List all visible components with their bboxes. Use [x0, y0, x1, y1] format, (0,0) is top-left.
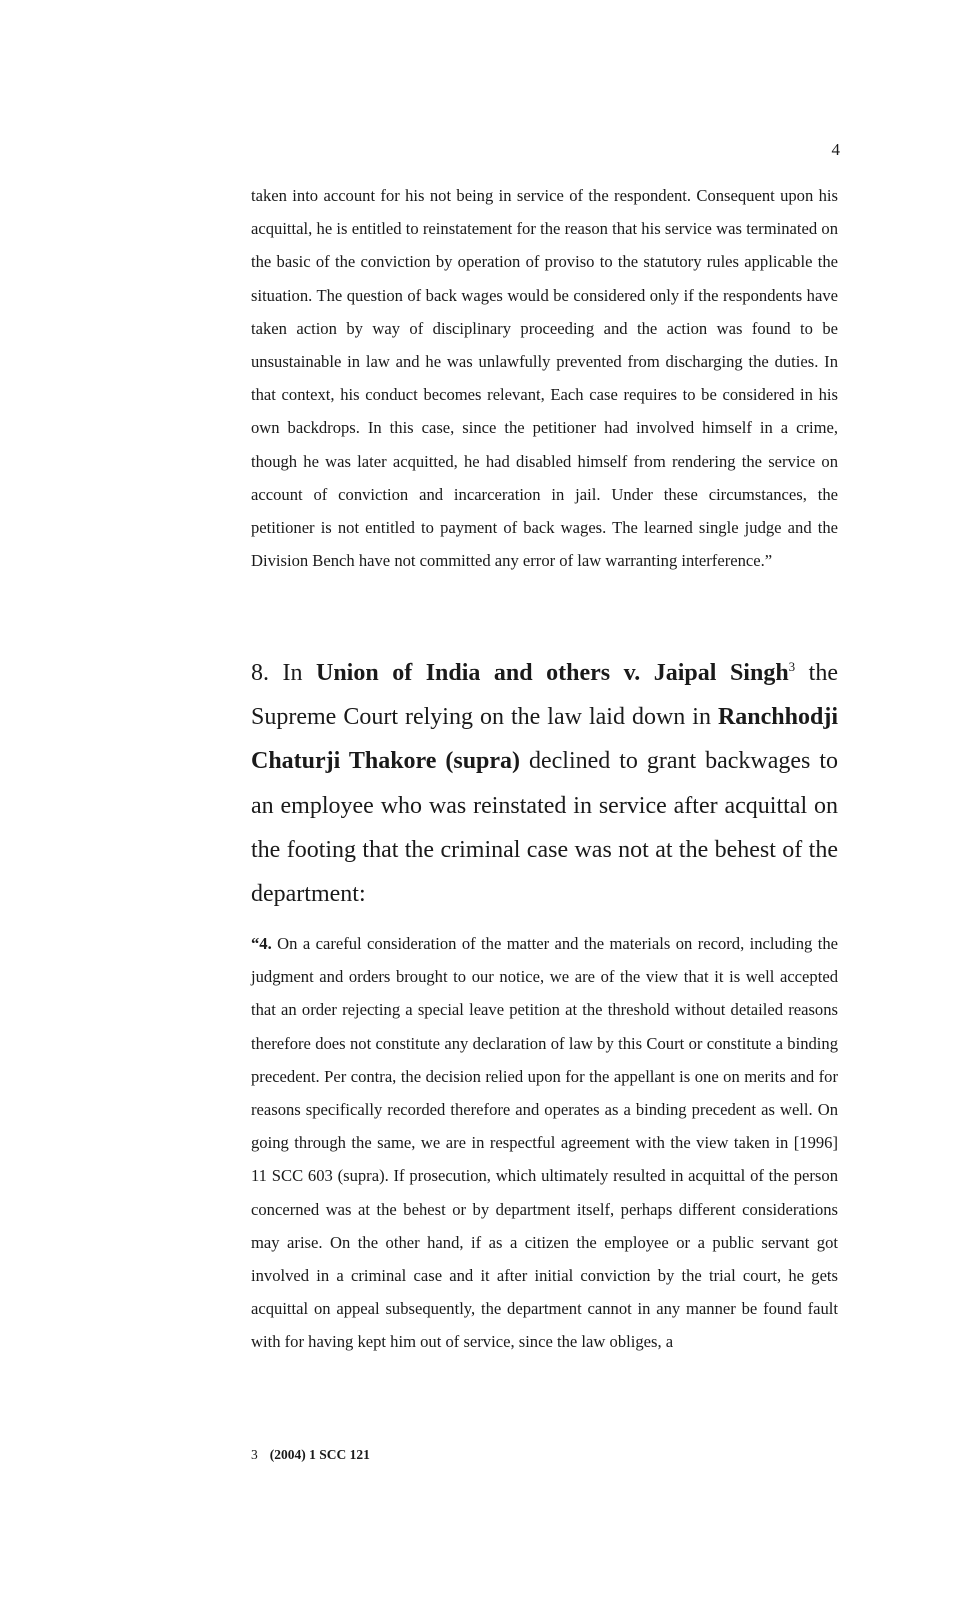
case-name-ranchhodji: Ranchhodji Chaturji Thakore (supra)	[251, 704, 838, 775]
page-number: 4	[831, 140, 840, 159]
para8-prefix: 8. In	[251, 660, 316, 686]
quote-para-number: “4.	[251, 934, 272, 953]
para8-middle: the Supreme Court relying on the law laid down in	[251, 660, 838, 731]
footnote-citation: (2004) 1 SCC 121	[269, 1447, 370, 1462]
para8-suffix: declined to grant backwages to an employee who was reinstated in service after acquittal on the footing that the criminal case was not at the behest of the department:	[251, 748, 838, 908]
quote-para-text: On a careful consideration of the matter and the materials on record, including the judgment and orders brought to our notice, we are of the view that it is well accepted that an order rejecting a special leave petition at the threshold without detailed reasons therefore does not constitute any declaration of law by this Court or constitute a binding precedent. Per contra, the decision relied upon for the appellant is one on merits and for reasons specifically recorded therefore and operates as a binding precedent as well. On going through the same, we are in respectful agreement with the view taken in [1996] 11 SCC 603 (supra). If prosecution, which ultimately resulted in acquittal of the person concerned was at the behest or by department itself, perhaps different considerations may arise. On the other hand, if as a citizen the employee or a public servant got involved in a criminal case and it after initial conviction by the trial court, he gets acquittal on appeal subsequently, the department cannot in any manner be found fault with for having kept him out of service, since the law obliges, a	[251, 934, 838, 1352]
paragraph-8	[251, 651, 838, 916]
quoted-passage-para-4	[251, 927, 838, 1359]
footnote	[251, 1447, 370, 1463]
footnote-number: 3	[251, 1447, 258, 1462]
footnote-reference: 3	[788, 659, 796, 674]
quoted-passage-continued: taken into account for his not being in service of the respondent. Consequent upon his acquittal, he is entitled to reinstatement for the reason that his service was terminated on the basic of the conviction by operation of proviso to the statutory rules applicable the situation. The question of back wages would be considered only if the respondents have taken action by way of disciplinary proceeding and the action was found to be unsustainable in law and he was unlawfully prevented from discharging the duties. In that context, his conduct becomes relevant, Each case requires to be considered in his own backdrops. In this case, since the petitioner had involved himself in a crime, though he was later acquitted, he had disabled himself from rendering the service on account of conviction and incarceration in jail. Under these circumstances, the petitioner is not entitled to payment of back wages. The learned single judge and the Division Bench have not committed any error of law warranting interference.”	[251, 186, 838, 571]
case-name-jaipal-singh: Union of India and others v. Jaipal Singh	[316, 660, 789, 686]
